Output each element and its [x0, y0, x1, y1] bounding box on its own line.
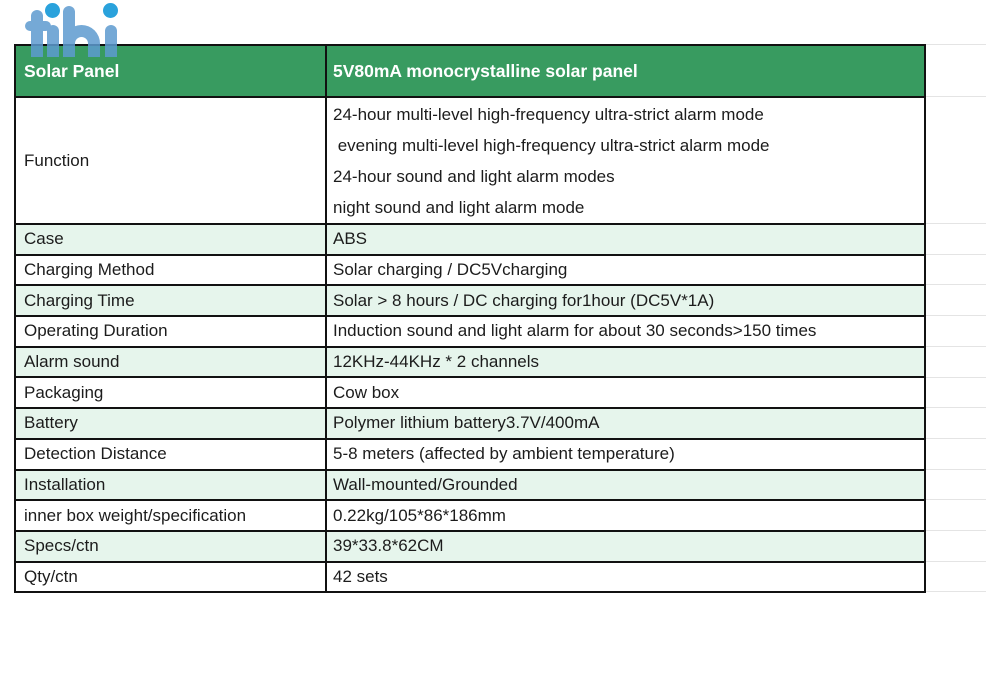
value-cell[interactable] — [326, 562, 925, 593]
label-cell[interactable] — [15, 347, 326, 378]
row-label: Alarm sound — [24, 352, 120, 372]
gridline — [922, 377, 986, 378]
row-value: 0.22kg/105*86*186mm — [333, 505, 506, 525]
label-cell[interactable] — [15, 531, 326, 562]
value-cell[interactable] — [326, 470, 925, 501]
row-detection-distance — [15, 439, 925, 470]
label-cell[interactable] — [15, 500, 326, 531]
gridline — [922, 254, 986, 255]
row-label: Case — [24, 229, 64, 249]
label-cell[interactable] — [15, 224, 326, 255]
row-function — [15, 97, 925, 224]
gridline — [922, 315, 986, 316]
value-cell[interactable] — [326, 377, 925, 408]
row-label: Installation — [24, 474, 106, 494]
row-value: Solar > 8 hours / DC charging for1hour (DC5V*1A) — [333, 290, 715, 310]
label-cell[interactable] — [15, 377, 326, 408]
gridline — [922, 561, 986, 562]
row-case — [15, 224, 925, 255]
gridline — [922, 530, 986, 531]
row-value: Wall-mounted/Grounded — [333, 474, 518, 494]
value-cell[interactable] — [326, 224, 925, 255]
label-cell[interactable] — [15, 408, 326, 439]
row-installation — [15, 470, 925, 501]
header-product-label: Solar Panel — [24, 60, 120, 81]
row-charging-time — [15, 285, 925, 316]
header-product-value-cell[interactable] — [326, 45, 925, 97]
row-value: 42 sets — [333, 566, 388, 586]
value-cell[interactable] — [326, 439, 925, 470]
function-line: evening multi-level high-frequency ultra-strict alarm mode — [333, 135, 770, 155]
row-label: Qty/ctn — [24, 566, 78, 586]
gridline — [922, 44, 986, 45]
label-cell[interactable] — [15, 439, 326, 470]
row-label: Charging Method — [24, 260, 155, 280]
function-line: night sound and light alarm mode — [333, 197, 585, 217]
value-cell[interactable] — [326, 531, 925, 562]
row-value: ABS — [333, 229, 368, 249]
label-cell[interactable] — [15, 255, 326, 286]
row-alarm-sound — [15, 347, 925, 378]
value-cell[interactable] — [326, 347, 925, 378]
gridline — [922, 438, 986, 439]
row-value: 12KHz-44KHz * 2 channels — [333, 352, 540, 372]
function-label-cell[interactable] — [15, 97, 326, 224]
row-label: Specs/ctn — [24, 536, 99, 556]
label-cell[interactable] — [15, 562, 326, 593]
gridline — [922, 284, 986, 285]
gridline — [922, 223, 986, 224]
row-label: Operating Duration — [24, 321, 168, 341]
header-row — [15, 45, 925, 97]
row-label: Packaging — [24, 382, 104, 402]
row-value: Solar charging / DC5Vcharging — [333, 260, 568, 280]
function-value-cell[interactable] — [326, 97, 925, 224]
row-charging-method — [15, 255, 925, 286]
logo-letter-t-cross — [25, 21, 51, 31]
value-cell[interactable] — [326, 316, 925, 347]
row-value: Induction sound and light alarm for about 30 seconds>150 times — [333, 321, 817, 341]
label-cell[interactable] — [15, 316, 326, 347]
row-label: Charging Time — [24, 290, 135, 310]
header-product-value: 5V80mA monocrystalline solar panel — [333, 60, 638, 81]
row-battery — [15, 408, 925, 439]
row-value: 39*33.8*62CM — [333, 536, 444, 556]
value-cell[interactable] — [326, 500, 925, 531]
header-product-label-cell[interactable] — [15, 45, 326, 97]
value-cell[interactable] — [326, 408, 925, 439]
function-label: Function — [24, 150, 90, 170]
row-value: 5-8 meters (affected by ambient temperature) — [333, 444, 675, 464]
gridline — [922, 346, 986, 347]
function-line: 24-hour sound and light alarm modes — [333, 166, 615, 186]
logo-letter-i-dot — [45, 3, 60, 18]
function-line: 24-hour multi-level high-frequency ultra-strict alarm mode — [333, 104, 764, 124]
gridline — [922, 96, 986, 97]
row-specs-ctn — [15, 531, 925, 562]
spec-table — [14, 44, 926, 593]
gridline — [922, 469, 986, 470]
row-value: Cow box — [333, 382, 400, 402]
row-operating-duration — [15, 316, 925, 347]
label-cell[interactable] — [15, 470, 326, 501]
row-label: Battery — [24, 413, 78, 433]
row-qty-ctn — [15, 562, 925, 593]
value-cell[interactable] — [326, 285, 925, 316]
row-inner-box — [15, 500, 925, 531]
row-value: Polymer lithium battery3.7V/400mA — [333, 413, 600, 433]
value-cell[interactable] — [326, 255, 925, 286]
label-cell[interactable] — [15, 285, 326, 316]
row-label: inner box weight/specification — [24, 505, 247, 525]
row-label: Detection Distance — [24, 444, 167, 464]
gridline — [922, 499, 986, 500]
row-packaging — [15, 377, 925, 408]
logo-letter-i-dot — [103, 3, 118, 18]
gridline — [922, 407, 986, 408]
gridline — [922, 591, 986, 592]
